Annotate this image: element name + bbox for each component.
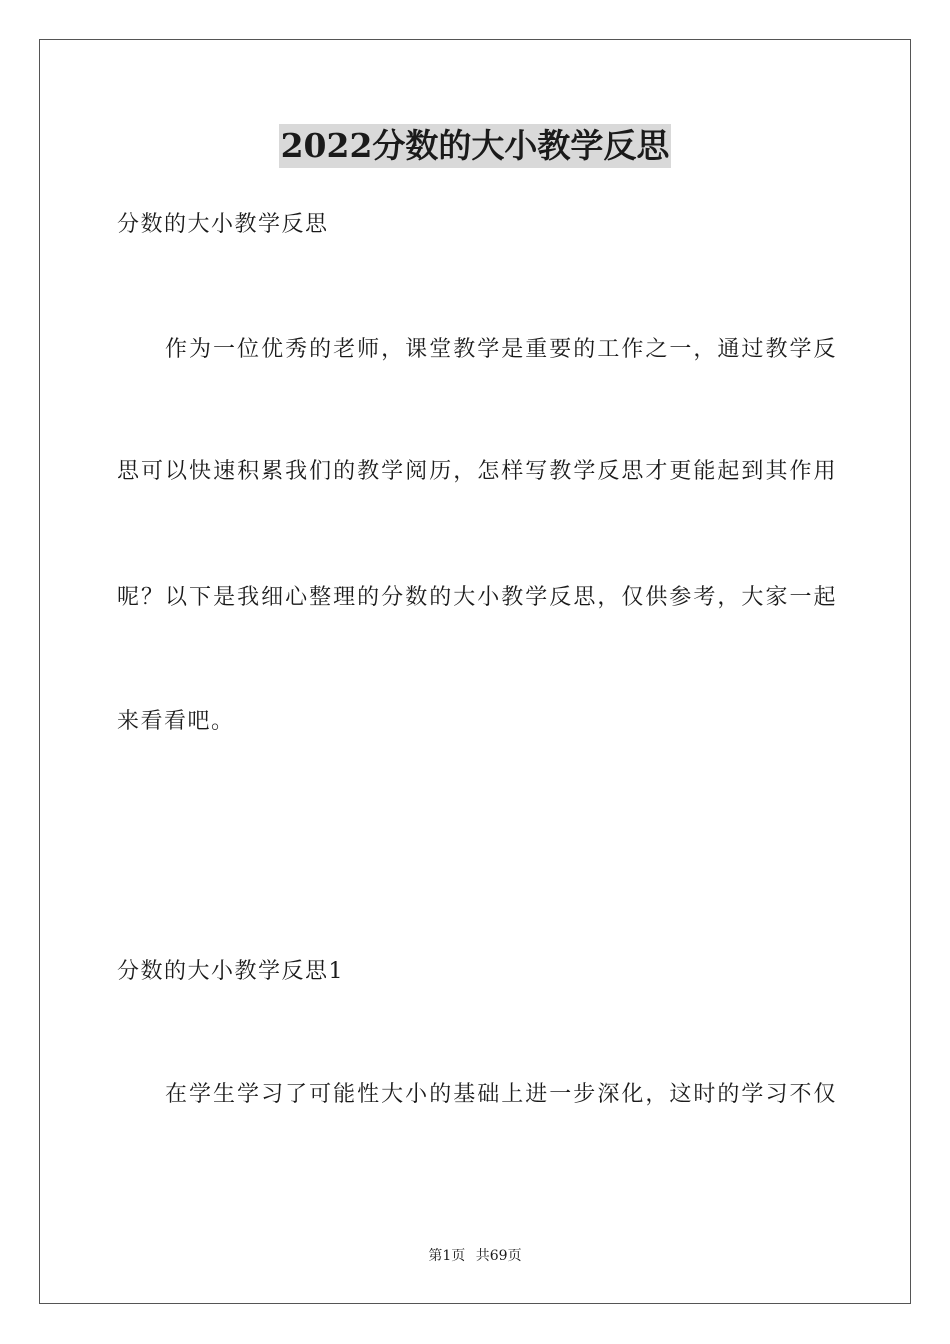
intro-line-2: 思可以快速积累我们的教学阅历，怎样写教学反思才更能起到其作用	[117, 459, 837, 484]
section-heading: 分数的大小教学反思1	[117, 959, 344, 984]
total-pages: 共69页	[475, 1248, 522, 1264]
title-container	[0, 124, 950, 168]
intro-line-4: 来看看吧。	[117, 709, 235, 734]
intro-line-1: 作为一位优秀的老师，课堂教学是重要的工作之一，通过教学反	[165, 337, 837, 362]
page-footer	[0, 1246, 950, 1266]
subtitle: 分数的大小教学反思	[117, 212, 329, 237]
page-number: 第1页	[428, 1248, 466, 1264]
section-line-1: 在学生学习了可能性大小的基础上进一步深化，这时的学习不仅	[165, 1082, 837, 1107]
document-title: 2022分数的大小教学反思	[279, 124, 672, 168]
intro-line-3: 呢？以下是我细心整理的分数的大小教学反思，仅供参考，大家一起	[117, 585, 837, 610]
